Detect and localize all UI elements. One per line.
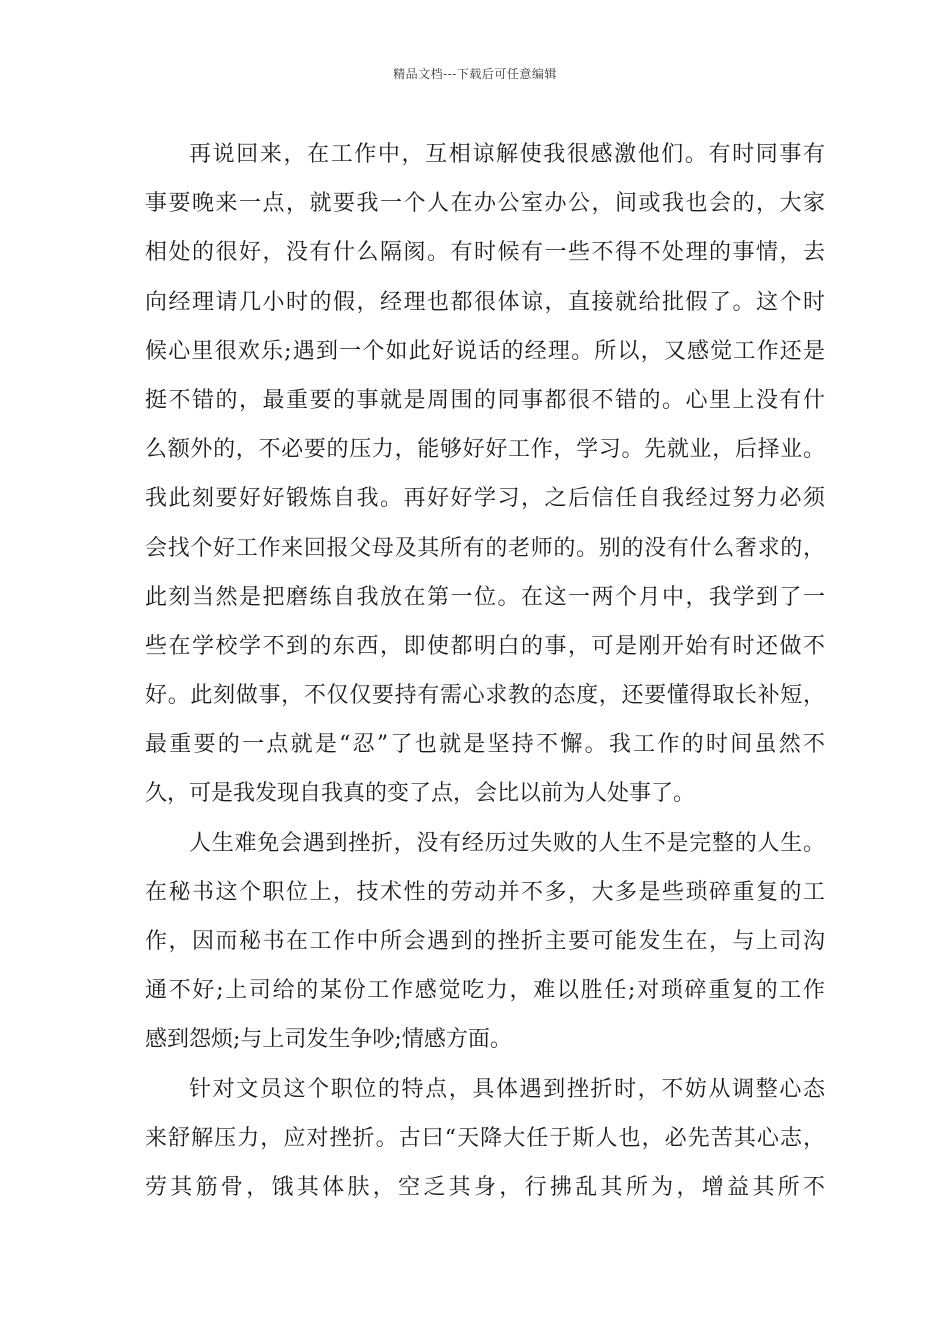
text-line: 久，可是我发现自我真的变了点，会比以前为人处事了。 [145, 781, 696, 807]
body-text [145, 130, 825, 1212]
text-line: 来舒解压力，应对挫折。古曰“天降大任于斯人也，必先苦其心志， [145, 1125, 825, 1151]
text-line: 么额外的，不必要的压力，能够好好工作，学习。先就业，后择业。 [145, 437, 825, 463]
text-line: 人生难免会遇到挫折，没有经历过失败的人生不是完整的人生。 [189, 830, 825, 856]
text-line: 挺不错的，最重要的事就是周围的同事都很不错的。心里上没有什 [145, 387, 825, 413]
text-line: 此刻当然是把磨练自我放在第一位。在这一两个月中，我学到了一 [145, 584, 825, 610]
text-line: 劳其筋骨，饿其体肤，空乏其身，行拂乱其所为，增益其所不 [145, 1174, 825, 1200]
text-line: 事要晚来一点，就要我一个人在办公室办公，间或我也会的，大家 [145, 191, 825, 217]
text-line: 向经理请几小时的假，经理也都很体谅，直接就给批假了。这个时 [145, 289, 825, 315]
text-line: 好。此刻做事，不仅仅要持有需心求教的态度，还要懂得取长补短， [145, 683, 825, 709]
text-line: 通不好;上司给的某份工作感觉吃力，难以胜任;对琐碎重复的工作 [145, 978, 825, 1004]
text-line: 会找个好工作来回报父母及其所有的老师的。别的没有什么奢求的， [145, 535, 825, 561]
text-line: 作，因而秘书在工作中所会遇到的挫折主要可能发生在，与上司沟 [145, 929, 825, 954]
page-header: 精品文档---下载后可任意编辑 [393, 67, 557, 81]
text-line: 针对文员这个职位的特点，具体遇到挫折时，不妨从调整心态 [189, 1076, 825, 1102]
text-line: 我此刻要好好锻炼自我。再好好学习，之后信任自我经过努力必须 [145, 486, 825, 512]
text-line: 再说回来，在工作中，互相谅解使我很感激他们。有时同事有 [189, 142, 825, 167]
text-line: 感到怨烦;与上司发生争吵;情感方面。 [145, 1027, 512, 1053]
text-line: 在秘书这个职位上，技术性的劳动并不多，大多是些琐碎重复的工 [145, 879, 825, 905]
text-line: 候心里很欢乐;遇到一个如此好说话的经理。所以，又感觉工作还是 [145, 338, 825, 364]
text-line: 些在学校学不到的东西，即使都明白的事，可是刚开始有时还做不 [145, 633, 825, 659]
text-line: 最重要的一点就是“忍”了也就是坚持不懈。我工作的时间虽然不 [145, 732, 825, 758]
text-line: 相处的很好，没有什么隔阂。有时候有一些不得不处理的事情，去 [145, 240, 825, 266]
